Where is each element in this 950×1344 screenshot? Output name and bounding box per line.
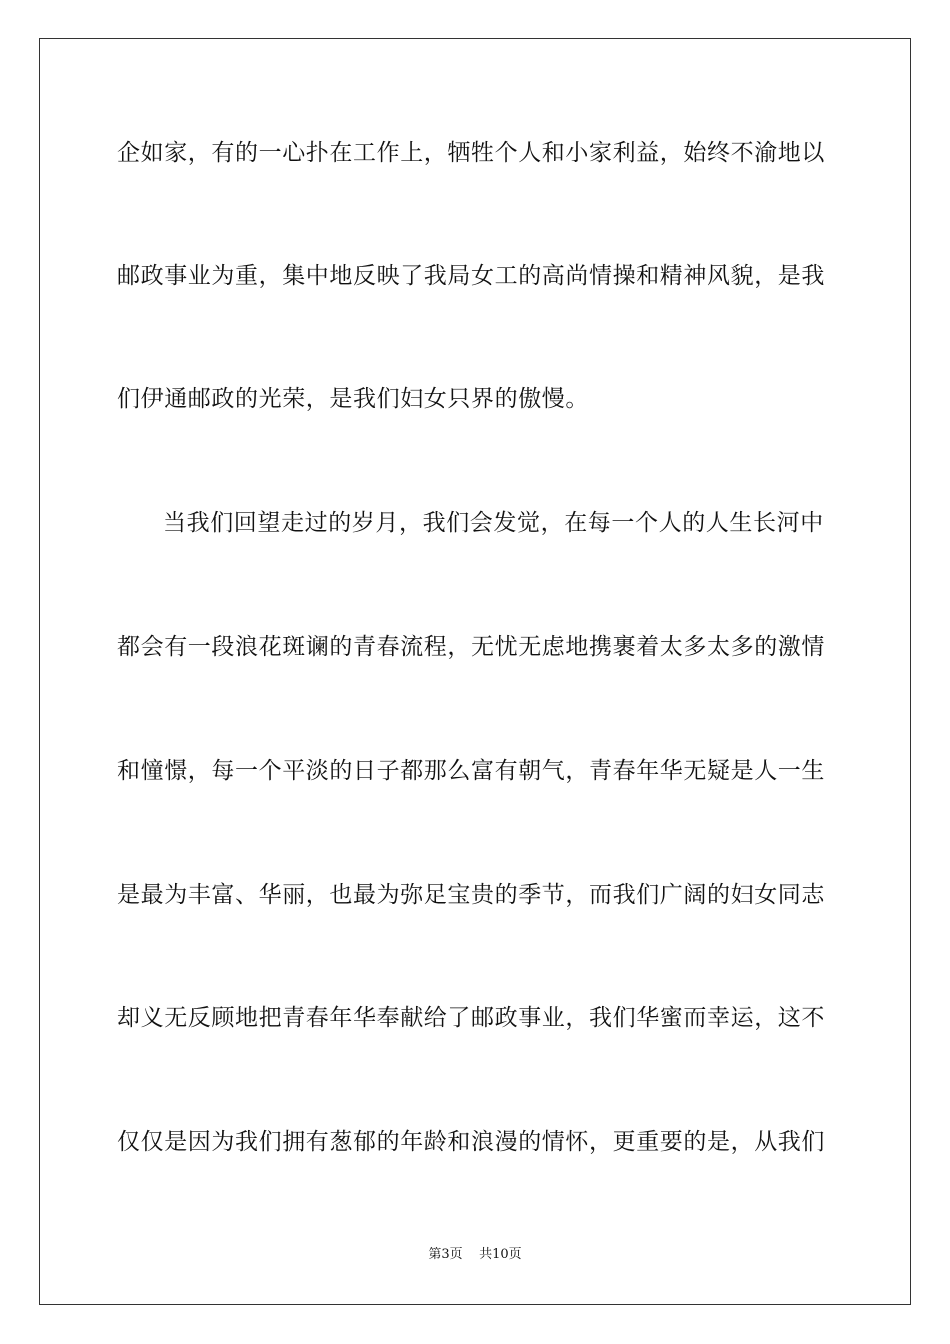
text-line-1: 企如家，有的一心扑在工作上，牺牲个人和小家利益，始终不渝地以 [117, 140, 825, 166]
page-footer [0, 1247, 950, 1263]
text-line-7: 是最为丰富、华丽，也最为弥足宝贵的季节，而我们广阔的妇女同志 [117, 882, 825, 908]
text-line-2: 邮政事业为重，集中地反映了我局女工的高尚情操和精神风貌，是我 [117, 263, 825, 289]
page-total: 共10页 [479, 1247, 522, 1262]
text-line-8: 却义无反顾地把青春年华奉献给了邮政事业，我们华蜜而幸运，这不 [117, 1005, 825, 1031]
text-line-6: 和憧憬，每一个平淡的日子都那么富有朝气，青春年华无疑是人一生 [117, 758, 825, 784]
page-number: 第3页 [428, 1247, 463, 1262]
paragraph-start-line: 当我们回望走过的岁月，我们会发觉，在每一个人的人生长河中 [163, 510, 824, 536]
text-line-9: 仅仅是因为我们拥有葱郁的年龄和浪漫的情怀，更重要的是，从我们 [117, 1129, 825, 1155]
page-border [39, 38, 911, 1305]
text-line-3: 们伊通邮政的光荣，是我们妇女只界的傲慢。 [117, 386, 589, 412]
text-line-5: 都会有一段浪花斑谰的青春流程，无忧无虑地携裹着太多太多的激情 [117, 634, 825, 660]
